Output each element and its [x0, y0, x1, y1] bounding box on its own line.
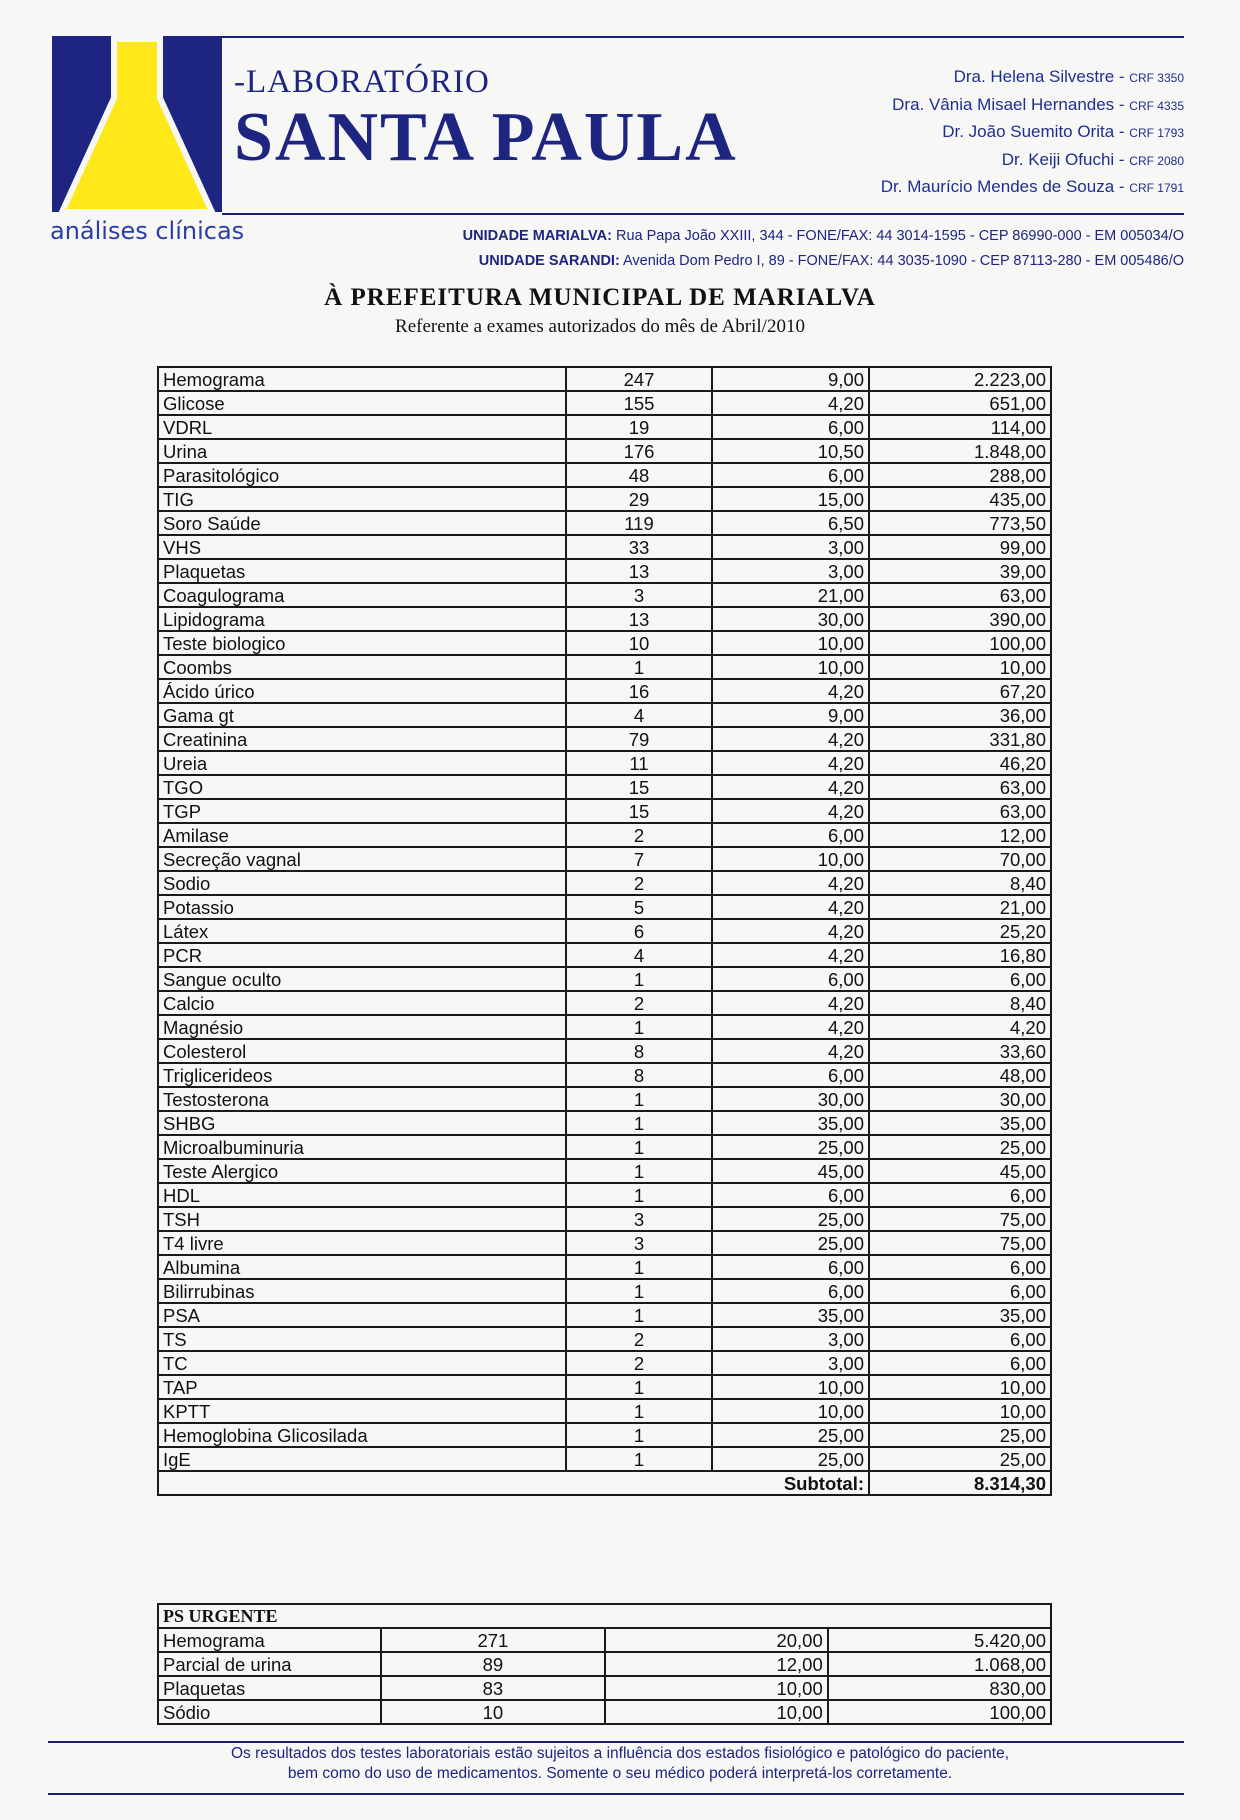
- unit-marialva: UNIDADE MARIALVA: Rua Papa João XXIII, 344 - FONE/FAX: 44 3014-1595 - CEP 86990-000 - EM 005034/O: [462, 228, 1184, 244]
- header-top-rule: [222, 36, 1184, 38]
- exam-total: 16,80: [869, 943, 1051, 967]
- exam-name: VDRL: [158, 415, 566, 439]
- exam-quantity: 271: [381, 1628, 604, 1652]
- exam-total: 114,00: [869, 415, 1051, 439]
- exam-name: Bilirrubinas: [158, 1279, 566, 1303]
- exam-unit-price: 21,00: [712, 583, 869, 607]
- table-row: [158, 991, 1051, 1015]
- exam-unit-price: 10,00: [712, 655, 869, 679]
- exam-quantity: 1: [566, 1159, 712, 1183]
- exam-unit-price: 4,20: [712, 799, 869, 823]
- exam-total: 651,00: [869, 391, 1051, 415]
- doctor-entry: Dra. Vânia Misael Hernandes - CRF 4335: [892, 94, 1184, 114]
- exam-name: Magnésio: [158, 1015, 566, 1039]
- exam-quantity: 15: [566, 775, 712, 799]
- exam-total: 6,00: [869, 1327, 1051, 1351]
- exam-unit-price: 4,20: [712, 751, 869, 775]
- table-row: [158, 463, 1051, 487]
- exam-name: Soro Saúde: [158, 511, 566, 535]
- exam-quantity: 1: [566, 1183, 712, 1207]
- exam-quantity: 3: [566, 583, 712, 607]
- exam-unit-price: 10,50: [712, 439, 869, 463]
- exam-total: 6,00: [869, 1255, 1051, 1279]
- exam-unit-price: 6,00: [712, 1255, 869, 1279]
- subtotal-value: 8.314,30: [869, 1471, 1051, 1495]
- exam-total: 6,00: [869, 967, 1051, 991]
- table-row: [158, 1159, 1051, 1183]
- doctor-entry: Dr. Maurício Mendes de Souza - CRF 1791: [880, 177, 1184, 196]
- table-row: [158, 391, 1051, 415]
- exam-name: Hemoglobina Glicosilada: [158, 1423, 566, 1447]
- exam-quantity: 1: [566, 655, 712, 679]
- table-row: [158, 1447, 1051, 1471]
- exam-total: 67,20: [869, 679, 1051, 703]
- exam-name: Teste biologico: [158, 631, 566, 655]
- exam-quantity: 1: [566, 1111, 712, 1135]
- exam-name: Triglicerideos: [158, 1063, 566, 1087]
- table-row: [158, 1255, 1051, 1279]
- exam-name: HDL: [158, 1183, 566, 1207]
- table-row: [158, 1351, 1051, 1375]
- table-row: [158, 1399, 1051, 1423]
- table-row: [158, 1039, 1051, 1063]
- exam-total: 1.848,00: [869, 439, 1051, 463]
- exam-total: 35,00: [869, 1111, 1051, 1135]
- exam-quantity: 48: [566, 463, 712, 487]
- table-row: [158, 607, 1051, 631]
- exam-name: Parasitológico: [158, 463, 566, 487]
- table-row: [158, 1652, 1051, 1676]
- exam-quantity: 1: [566, 967, 712, 991]
- exam-unit-price: 4,20: [712, 679, 869, 703]
- exam-quantity: 15: [566, 799, 712, 823]
- exam-quantity: 1: [566, 1399, 712, 1423]
- exam-quantity: 2: [566, 991, 712, 1015]
- exam-unit-price: 4,20: [712, 775, 869, 799]
- footer-disclaimer: [0, 1744, 1240, 1784]
- table-row: [158, 1303, 1051, 1327]
- table-row: [158, 1063, 1051, 1087]
- exam-name: Calcio: [158, 991, 566, 1015]
- table-row: [158, 439, 1051, 463]
- exam-total: 25,20: [869, 919, 1051, 943]
- exam-unit-price: 4,20: [712, 871, 869, 895]
- exam-total: 100,00: [869, 631, 1051, 655]
- subtotal-row: [158, 1471, 1051, 1495]
- exam-total: 30,00: [869, 1087, 1051, 1111]
- exam-quantity: 10: [566, 631, 712, 655]
- exam-unit-price: 30,00: [712, 607, 869, 631]
- exam-quantity: 2: [566, 823, 712, 847]
- exam-name: Hemograma: [158, 1628, 381, 1652]
- exam-total: 390,00: [869, 607, 1051, 631]
- flask-logo: [52, 36, 222, 212]
- exam-total: 10,00: [869, 655, 1051, 679]
- table-row: [158, 655, 1051, 679]
- exam-total: 435,00: [869, 487, 1051, 511]
- exam-total: 36,00: [869, 703, 1051, 727]
- exam-quantity: 2: [566, 871, 712, 895]
- exam-quantity: 3: [566, 1231, 712, 1255]
- footer-top-rule: [48, 1741, 1184, 1743]
- exam-total: 45,00: [869, 1159, 1051, 1183]
- exams-table: [157, 366, 1052, 1496]
- exam-name: Potassio: [158, 895, 566, 919]
- exam-name: Urina: [158, 439, 566, 463]
- footer-bottom-rule: [48, 1793, 1184, 1795]
- table-row: [158, 895, 1051, 919]
- exam-unit-price: 6,50: [712, 511, 869, 535]
- exam-name: T4 livre: [158, 1231, 566, 1255]
- exam-quantity: 13: [566, 559, 712, 583]
- doctor-entry: Dr. João Suemito Orita - CRF 1793: [942, 122, 1184, 141]
- exam-name: PSA: [158, 1303, 566, 1327]
- exam-total: 63,00: [869, 775, 1051, 799]
- exam-total: 10,00: [869, 1375, 1051, 1399]
- urgent-heading-row: [158, 1604, 1051, 1628]
- exam-quantity: 11: [566, 751, 712, 775]
- table-row: [158, 871, 1051, 895]
- exam-quantity: 33: [566, 535, 712, 559]
- exam-unit-price: 6,00: [712, 823, 869, 847]
- exam-quantity: 1: [566, 1303, 712, 1327]
- exam-name: Hemograma: [158, 367, 566, 391]
- exam-unit-price: 35,00: [712, 1303, 869, 1327]
- exam-unit-price: 9,00: [712, 367, 869, 391]
- exam-name: Lipidograma: [158, 607, 566, 631]
- exam-quantity: 155: [566, 391, 712, 415]
- exam-total: 48,00: [869, 1063, 1051, 1087]
- exam-total: 100,00: [828, 1700, 1051, 1724]
- exam-unit-price: 4,20: [712, 919, 869, 943]
- exam-name: Sódio: [158, 1700, 381, 1724]
- table-row: [158, 1231, 1051, 1255]
- table-row: [158, 1087, 1051, 1111]
- footer-line-2: bem como do uso de medicamentos. Somente o seu médico poderá interpretá-los corretamente.: [287, 1765, 953, 1782]
- exam-quantity: 13: [566, 607, 712, 631]
- exam-name: VHS: [158, 535, 566, 559]
- table-row: [158, 1423, 1051, 1447]
- exam-unit-price: 25,00: [712, 1135, 869, 1159]
- exam-quantity: 4: [566, 703, 712, 727]
- exam-name: Sangue oculto: [158, 967, 566, 991]
- exam-total: 21,00: [869, 895, 1051, 919]
- exam-unit-price: 6,00: [712, 967, 869, 991]
- table-row: [158, 535, 1051, 559]
- exam-quantity: 8: [566, 1063, 712, 1087]
- exam-unit-price: 4,20: [712, 943, 869, 967]
- exam-quantity: 2: [566, 1351, 712, 1375]
- table-row: [158, 1207, 1051, 1231]
- exam-unit-price: 3,00: [712, 1327, 869, 1351]
- exam-unit-price: 10,00: [605, 1700, 828, 1724]
- exam-total: 39,00: [869, 559, 1051, 583]
- exam-unit-price: 10,00: [712, 847, 869, 871]
- table-row: [158, 1375, 1051, 1399]
- exam-quantity: 10: [381, 1700, 604, 1724]
- exam-name: IgE: [158, 1447, 566, 1471]
- exam-total: 25,00: [869, 1447, 1051, 1471]
- unit-sarandi: UNIDADE SARANDI: Avenida Dom Pedro I, 89 - FONE/FAX: 44 3035-1090 - CEP 87113-280 - EM 005486/O: [478, 253, 1184, 269]
- exam-total: 6,00: [869, 1279, 1051, 1303]
- exam-quantity: 29: [566, 487, 712, 511]
- table-row: [158, 1111, 1051, 1135]
- exam-total: 25,00: [869, 1135, 1051, 1159]
- exam-unit-price: 4,20: [712, 895, 869, 919]
- exam-name: KPTT: [158, 1399, 566, 1423]
- exam-unit-price: 10,00: [712, 631, 869, 655]
- exam-quantity: 1: [566, 1255, 712, 1279]
- doctor-entry: Dra. Helena Silvestre - CRF 3350: [953, 67, 1184, 86]
- table-row: [158, 775, 1051, 799]
- exam-quantity: 1: [566, 1375, 712, 1399]
- doctor-entry: Dr. Keiji Ofuchi - CRF 2080: [1001, 149, 1184, 169]
- exam-total: 2.223,00: [869, 367, 1051, 391]
- table-row: [158, 559, 1051, 583]
- exam-name: Testosterona: [158, 1087, 566, 1111]
- exam-unit-price: 4,20: [712, 391, 869, 415]
- exam-quantity: 1: [566, 1135, 712, 1159]
- table-row: [158, 679, 1051, 703]
- exam-total: 8,40: [869, 871, 1051, 895]
- table-row: [158, 487, 1051, 511]
- header-divider: [222, 213, 1184, 215]
- exam-quantity: 5: [566, 895, 712, 919]
- exam-name: Gama gt: [158, 703, 566, 727]
- exam-total: 63,00: [869, 583, 1051, 607]
- exam-quantity: 1: [566, 1423, 712, 1447]
- exam-total: 773,50: [869, 511, 1051, 535]
- exam-unit-price: 6,00: [712, 463, 869, 487]
- exam-unit-price: 4,20: [712, 991, 869, 1015]
- exam-name: Amilase: [158, 823, 566, 847]
- table-row: [158, 751, 1051, 775]
- exam-name: Ureia: [158, 751, 566, 775]
- exam-quantity: 4: [566, 943, 712, 967]
- urgent-heading: PS URGENTE: [158, 1604, 1051, 1628]
- table-row: [158, 583, 1051, 607]
- exam-unit-price: 25,00: [712, 1423, 869, 1447]
- table-row: [158, 1183, 1051, 1207]
- tagline: análises clínicas: [50, 217, 245, 245]
- exam-total: 1.068,00: [828, 1652, 1051, 1676]
- table-row: [158, 703, 1051, 727]
- exam-total: 10,00: [869, 1399, 1051, 1423]
- table-row: [158, 727, 1051, 751]
- exam-name: Secreção vagnal: [158, 847, 566, 871]
- table-row: [158, 415, 1051, 439]
- document-title: À PREFEITURA MUNICIPAL DE MARIALVA: [324, 284, 876, 311]
- exam-total: 46,20: [869, 751, 1051, 775]
- exam-name: Coagulograma: [158, 583, 566, 607]
- exam-name: Teste Alergico: [158, 1159, 566, 1183]
- exam-total: 5.420,00: [828, 1628, 1051, 1652]
- exam-quantity: 79: [566, 727, 712, 751]
- exam-total: 288,00: [869, 463, 1051, 487]
- exam-quantity: 83: [381, 1676, 604, 1700]
- exam-unit-price: 3,00: [712, 535, 869, 559]
- exam-unit-price: 6,00: [712, 1063, 869, 1087]
- footer-line-1: Os resultados dos testes laboratoriais estão sujeitos a influência dos estados fisiológico e patológico do paciente,: [230, 1745, 1010, 1762]
- exam-total: 99,00: [869, 535, 1051, 559]
- doctor-list: [881, 64, 1184, 202]
- table-row: [158, 919, 1051, 943]
- exam-quantity: 19: [566, 415, 712, 439]
- table-row: [158, 631, 1051, 655]
- exam-name: Coombs: [158, 655, 566, 679]
- exam-unit-price: 25,00: [712, 1447, 869, 1471]
- exam-name: Glicose: [158, 391, 566, 415]
- table-row: [158, 847, 1051, 871]
- exam-name: Creatinina: [158, 727, 566, 751]
- exam-total: 6,00: [869, 1351, 1051, 1375]
- exam-unit-price: 6,00: [712, 1183, 869, 1207]
- exam-total: 33,60: [869, 1039, 1051, 1063]
- exam-total: 63,00: [869, 799, 1051, 823]
- exam-name: TIG: [158, 487, 566, 511]
- exam-total: 8,40: [869, 991, 1051, 1015]
- exam-quantity: 1: [566, 1279, 712, 1303]
- exam-name: Látex: [158, 919, 566, 943]
- exam-total: 12,00: [869, 823, 1051, 847]
- exam-total: 75,00: [869, 1207, 1051, 1231]
- exam-unit-price: 30,00: [712, 1087, 869, 1111]
- table-row: [158, 823, 1051, 847]
- lab-name: SANTA PAULA: [234, 99, 738, 176]
- exam-unit-price: 4,20: [712, 727, 869, 751]
- exam-unit-price: 3,00: [712, 559, 869, 583]
- exam-name: Colesterol: [158, 1039, 566, 1063]
- table-row: [158, 1628, 1051, 1652]
- exam-unit-price: 4,20: [712, 1039, 869, 1063]
- exam-unit-price: 10,00: [712, 1399, 869, 1423]
- table-row: [158, 511, 1051, 535]
- exam-quantity: 2: [566, 1327, 712, 1351]
- exam-name: TS: [158, 1327, 566, 1351]
- exam-total: 6,00: [869, 1183, 1051, 1207]
- exam-total: 75,00: [869, 1231, 1051, 1255]
- exam-quantity: 247: [566, 367, 712, 391]
- exam-total: 4,20: [869, 1015, 1051, 1039]
- exam-name: TGO: [158, 775, 566, 799]
- exam-unit-price: 15,00: [712, 487, 869, 511]
- exam-name: Sodio: [158, 871, 566, 895]
- exam-quantity: 3: [566, 1207, 712, 1231]
- exam-unit-price: 6,00: [712, 1279, 869, 1303]
- table-row: [158, 1327, 1051, 1351]
- exam-unit-price: 6,00: [712, 415, 869, 439]
- exam-quantity: 1: [566, 1447, 712, 1471]
- exam-quantity: 6: [566, 919, 712, 943]
- exam-total: 35,00: [869, 1303, 1051, 1327]
- exam-name: TC: [158, 1351, 566, 1375]
- table-row: [158, 1135, 1051, 1159]
- exam-quantity: 16: [566, 679, 712, 703]
- exam-name: Albumina: [158, 1255, 566, 1279]
- exam-unit-price: 10,00: [712, 1375, 869, 1399]
- table-row: [158, 943, 1051, 967]
- exam-name: TGP: [158, 799, 566, 823]
- exam-unit-price: 3,00: [712, 1351, 869, 1375]
- exam-quantity: 1: [566, 1015, 712, 1039]
- exam-name: Microalbuminuria: [158, 1135, 566, 1159]
- exam-unit-price: 9,00: [712, 703, 869, 727]
- exam-total: 25,00: [869, 1423, 1051, 1447]
- exam-unit-price: 25,00: [712, 1207, 869, 1231]
- exam-unit-price: 45,00: [712, 1159, 869, 1183]
- table-row: [158, 1676, 1051, 1700]
- exam-quantity: 89: [381, 1652, 604, 1676]
- exam-quantity: 119: [566, 511, 712, 535]
- subtotal-label: Subtotal:: [712, 1471, 869, 1495]
- exam-unit-price: 4,20: [712, 1015, 869, 1039]
- document-subtitle: Referente a exames autorizados do mês de Abril/2010: [395, 316, 805, 337]
- exam-total: 830,00: [828, 1676, 1051, 1700]
- exam-unit-price: 25,00: [712, 1231, 869, 1255]
- table-row: [158, 967, 1051, 991]
- exam-name: TSH: [158, 1207, 566, 1231]
- table-row: [158, 367, 1051, 391]
- table-row: [158, 799, 1051, 823]
- exam-name: PCR: [158, 943, 566, 967]
- exam-name: Plaquetas: [158, 559, 566, 583]
- exam-quantity: 176: [566, 439, 712, 463]
- exam-name: SHBG: [158, 1111, 566, 1135]
- exam-quantity: 7: [566, 847, 712, 871]
- table-row: [158, 1700, 1051, 1724]
- exam-unit-price: 10,00: [605, 1676, 828, 1700]
- exam-total: 331,80: [869, 727, 1051, 751]
- table-row: [158, 1015, 1051, 1039]
- exam-quantity: 8: [566, 1039, 712, 1063]
- exam-name: Parcial de urina: [158, 1652, 381, 1676]
- subtotal-spacer: [158, 1471, 712, 1495]
- exam-name: Plaquetas: [158, 1676, 381, 1700]
- exam-name: TAP: [158, 1375, 566, 1399]
- exam-total: 70,00: [869, 847, 1051, 871]
- exam-quantity: 1: [566, 1087, 712, 1111]
- exam-unit-price: 12,00: [605, 1652, 828, 1676]
- exam-unit-price: 20,00: [605, 1628, 828, 1652]
- unit-addresses: [463, 224, 1184, 274]
- table-row: [158, 1279, 1051, 1303]
- urgent-table: [157, 1603, 1052, 1725]
- exam-name: Ácido úrico: [158, 679, 566, 703]
- lab-prefix: -LABORATÓRIO: [234, 64, 490, 100]
- exam-unit-price: 35,00: [712, 1111, 869, 1135]
